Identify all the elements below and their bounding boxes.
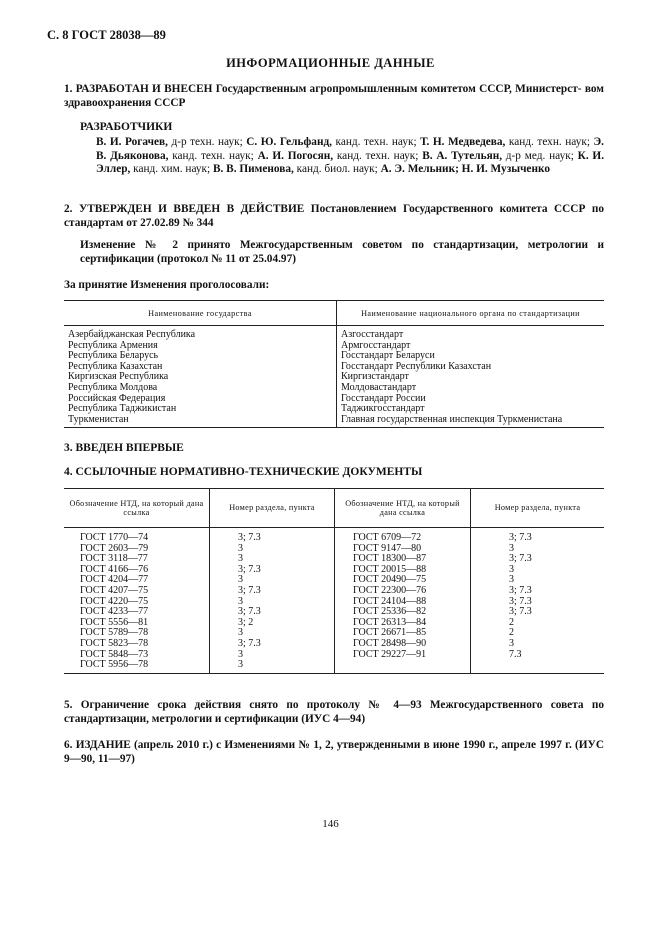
ref-doc: ГОСТ 25336—82 [353,606,427,618]
vote-state: Киргизская Республика [68,371,169,383]
vote-state: Туркменистан [68,413,129,425]
ref-section: 3 [238,553,243,565]
ref-doc: ГОСТ 4220—75 [80,595,149,607]
vote-state: Республика Беларусь [68,350,159,362]
ref-doc: ГОСТ 6709—72 [353,532,422,543]
ref-doc: ГОСТ 20015—88 [353,563,427,575]
ref-section: 3; 7.3 [509,584,532,596]
vote-state: Российская Федерация [68,392,166,404]
developer-degree: канд. техн. наук; [332,136,421,148]
ref-doc: ГОСТ 5823—78 [80,637,149,649]
references-table [64,488,604,674]
developer-degree: канд. биол. наук; [293,163,381,175]
developer-name: А. Э. Мельник; [380,163,459,175]
ref-doc: ГОСТ 5848—73 [80,648,149,660]
ref-section: 3 [238,595,243,607]
ref-doc: ГОСТ 24104—88 [353,595,427,607]
ref-doc: ГОСТ 20490—75 [353,574,427,586]
section-2-text: Постановлением Государственного комитета СССР по стандартам от 27.02.89 № 344 [64,203,605,229]
section-2 [64,203,604,230]
ref-right-docs [335,528,471,674]
ref-header-section-left: Номер раздела, пункта [210,489,335,528]
ref-section: 3; 7.3 [238,637,261,649]
ref-left-docs [64,528,210,674]
section-3: 3. ВВЕДЕН ВПЕРВЫЕ [64,442,184,454]
ref-section: 3 [238,574,243,586]
amendment-note: Изменение № 2 принято Межгосударственным советом по стандартизации, метрологии и сертификации (протокол № 11 от 25.04.97) [80,239,604,265]
ref-section: 3 [509,574,514,586]
ref-doc: ГОСТ 9147—80 [353,542,422,554]
section-6: 6. ИЗДАНИЕ (апрель 2010 г.) с Изменениями № 1, 2, утвержденными в июне 1990 г., апреле 1997 г. (ИУС 9—90, 11—97) [64,739,604,765]
developer-degree: канд. техн. наук; [333,149,423,162]
developer-degree: д-р техн. наук; [167,136,247,148]
developer-name: К. И. Эллер, [96,149,605,175]
ref-section: 7.3 [509,648,522,660]
ref-left-sections [210,528,335,674]
developer-degree: канд. техн. наук; [505,136,594,148]
ref-doc: ГОСТ 4204—77 [80,574,149,586]
developer-name: А. И. Погосян, [257,149,334,162]
ref-section: 2 [509,627,514,639]
ref-doc: ГОСТ 26671—85 [353,627,427,639]
vote-table-header-state: Наименование государства [64,301,337,326]
ref-doc: ГОСТ 18300—87 [353,553,427,565]
vote-standards-body: Госстандарт Беларуси [341,350,435,362]
ref-section: 2 [509,616,514,628]
ref-section: 3; 7.3 [509,595,532,607]
developer-name: Н. И. Музыченко [461,163,550,175]
ref-section: 3; 7.3 [509,606,532,618]
vote-heading: За принятие Изменения проголосовали: [64,279,270,291]
ref-section: 3; 7.3 [509,532,532,543]
vote-standards-body: Киргизстандарт [341,371,409,383]
developer-degree: канд. хим. наук; [130,163,213,175]
ref-doc: ГОСТ 5556—81 [80,616,149,628]
ref-section: 3 [509,637,514,649]
vote-table [64,300,604,428]
ref-doc: ГОСТ 2603—79 [80,542,149,554]
developers-list [96,136,604,177]
section-1 [64,83,604,110]
vote-standards-body: Госстандарт России [341,392,426,404]
developer-name: Э. В. Дьяконова, [96,136,605,162]
ref-header-doc-right: Обозначение НТД, на который дана ссылка [335,489,471,528]
page-title: ИНФОРМАЦИОННЫЕ ДАННЫЕ [226,56,435,70]
ref-doc: ГОСТ 1770—74 [80,532,149,543]
developer-degree: д-р мед. наук; [502,149,578,162]
section-1-cont: вом здравоохранения СССР [64,83,604,109]
ref-section: 3; 7.3 [509,553,532,565]
ref-doc: ГОСТ 22300—76 [353,584,427,596]
ref-section: 3 [238,659,243,671]
ref-section: 3; 7.3 [238,584,261,596]
ref-doc: ГОСТ 3118—77 [80,553,148,565]
vote-state: Республика Таджикистан [68,403,177,415]
vote-state: Республика Казахстан [68,360,163,372]
vote-standards-body: Молдовастандарт [341,381,417,393]
developer-name: Т. Н. Медведева, [420,136,506,148]
ref-section: 3 [509,542,514,554]
vote-table-header-body: Наименование национального органа по стандартизации [337,301,605,326]
section-1-lead: 1. РАЗРАБОТАН И ВНЕСЕН Государственным агропромышленным комитетом СССР, Министерст- [64,83,582,95]
ref-header-doc-left: Обозначение НТД, на который дана ссылка [64,489,210,528]
vote-state: Республика Молдова [68,381,158,393]
ref-section: 3; 7.3 [238,532,261,543]
ref-doc: ГОСТ 28498—90 [353,637,427,649]
developer-degree: канд. техн. наук; [168,149,258,162]
vote-standards-body: Азгосстандарт [341,329,404,340]
ref-section: 3; 2 [238,616,254,628]
developer-name: С. Ю. Гельфанд, [246,136,333,148]
page-number: 146 [322,818,339,830]
section-4: 4. ССЫЛОЧНЫЕ НОРМАТИВНО-ТЕХНИЧЕСКИЕ ДОКУМЕНТЫ [64,466,423,478]
developers-heading: РАЗРАБОТЧИКИ [80,121,173,133]
vote-state: Азербайджанская Республика [68,329,196,340]
vote-standards-body: Армгосстандарт [341,339,411,351]
ref-doc: ГОСТ 4166—76 [80,563,149,575]
vote-table-bodies [337,326,605,428]
ref-section: 3 [238,627,243,639]
ref-right-sections [471,528,605,674]
ref-doc: ГОСТ 5789—78 [80,627,149,639]
vote-table-states [64,326,337,428]
ref-doc: ГОСТ 4207—75 [80,584,149,596]
section-2-lead: 2. УТВЕРЖДЕН И ВВЕДЕН В ДЕЙСТВИЕ [64,203,305,215]
ref-doc: ГОСТ 5956—78 [80,659,149,671]
ref-section: 3 [238,648,243,660]
running-header: С. 8 ГОСТ 28038—89 [47,28,166,42]
ref-header-section-right: Номер раздела, пункта [471,489,605,528]
vote-standards-body: Главная государственная инспекция Туркменистана [341,413,563,425]
section-5: 5. Ограничение срока действия снято по протоколу № 4—93 Межгосударственного совета по стандартизации, метрологии и сертификации (ИУС 4—94) [64,699,604,725]
ref-section: 3 [509,563,514,575]
vote-standards-body: Таджикгосстандарт [341,403,425,415]
vote-state: Республика Армения [68,339,158,351]
vote-standards-body: Госстандарт Республики Казахстан [341,360,492,372]
ref-doc: ГОСТ 26313—84 [353,616,427,628]
developer-name: В. И. Рогачев, [96,136,168,148]
ref-doc: ГОСТ 4233—77 [80,606,149,618]
developer-name: В. В. Пименова, [213,163,294,175]
ref-section: 3; 7.3 [238,563,261,575]
ref-doc: ГОСТ 29227—91 [353,648,427,660]
ref-section: 3 [238,542,243,554]
developer-name: В. А. Тутельян, [422,149,503,162]
ref-section: 3; 7.3 [238,606,261,618]
